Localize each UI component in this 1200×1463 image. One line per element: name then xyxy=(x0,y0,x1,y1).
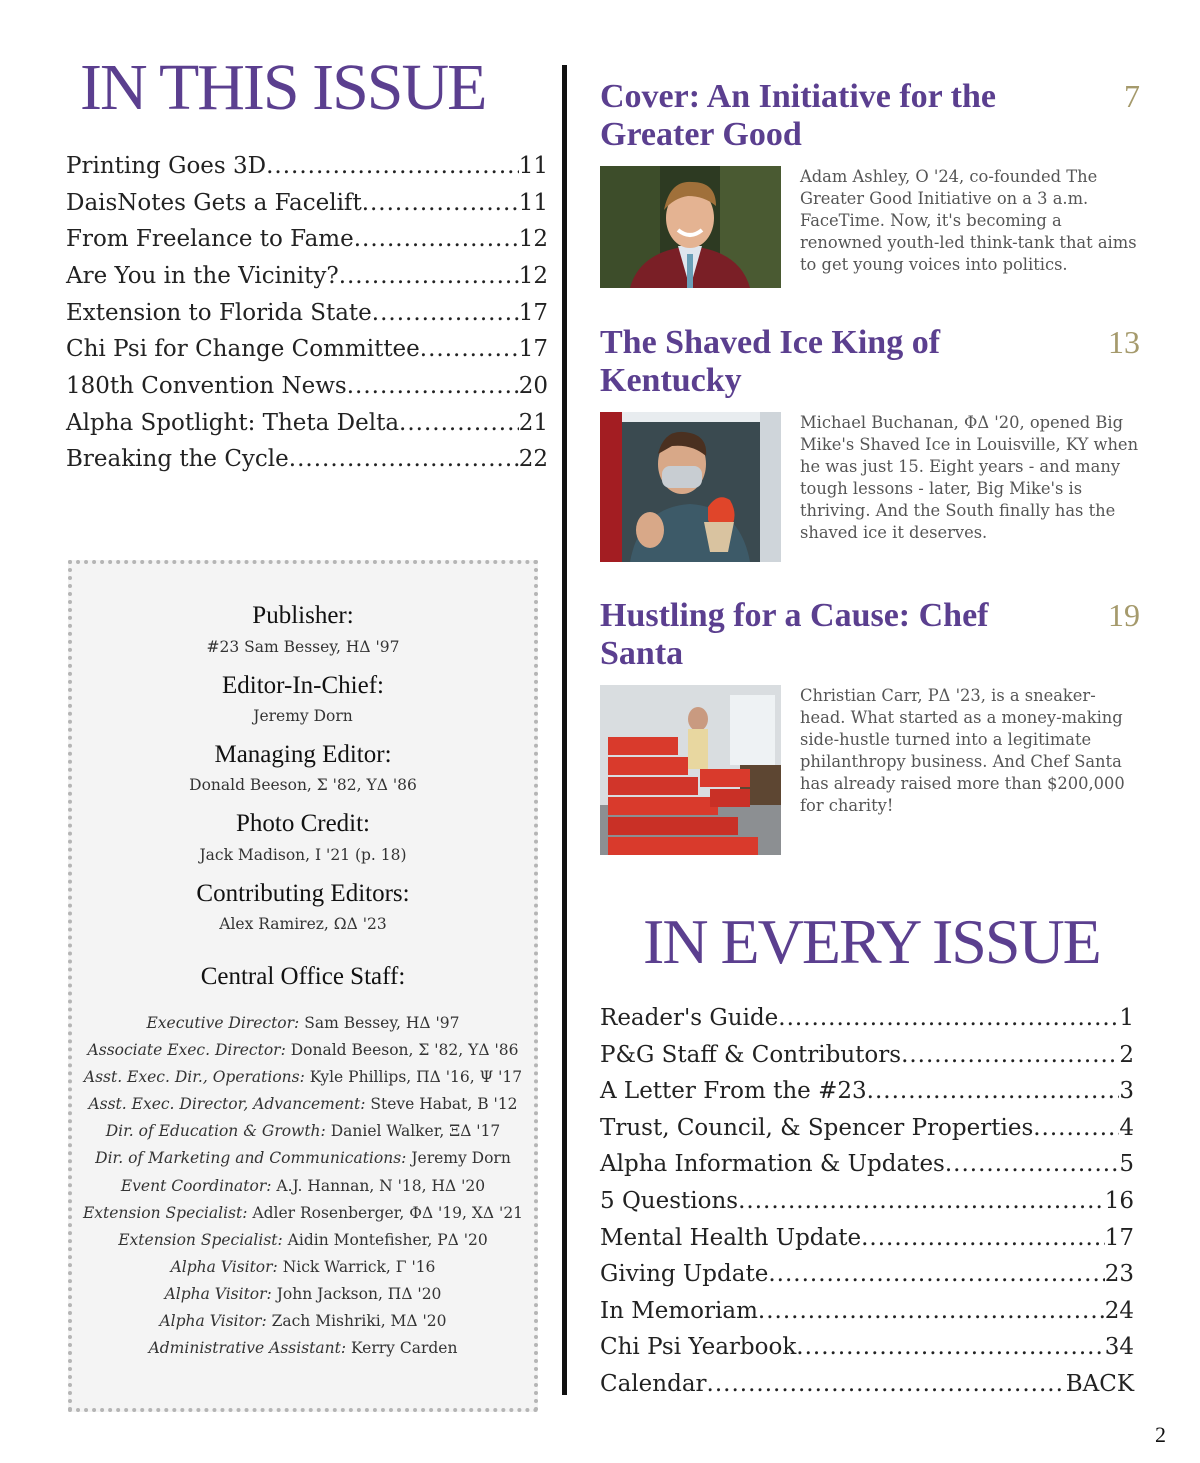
feature-photo-christian-carr xyxy=(600,685,781,855)
staff-row: Associate Exec. Director: Donald Beeson, Σ '82, YΔ '86 xyxy=(87,1041,519,1060)
managing-editor-name: Donald Beeson, Σ '82, YΔ '86 xyxy=(189,776,417,794)
feature-photo-adam-ashley xyxy=(600,166,781,288)
contributing-editors-label: Contributing Editors: xyxy=(196,880,410,907)
feature-summary: Christian Carr, PΔ '23, is a sneaker-head. What started as a money-making side-hustle turned into a legitimate philanthropy business. And Chef Santa has already raised more than $200,000 for charity! xyxy=(800,686,1125,815)
toc-item[interactable]: Breaking the Cycle ..... 22 xyxy=(66,442,548,479)
toc-item[interactable]: Calendar ..... BACK xyxy=(600,1366,1134,1403)
feature-title[interactable]: Cover: An Initiative for the Greater Good xyxy=(600,78,996,153)
staff-row: Dir. of Education & Growth: Daniel Walker, ΞΔ '17 xyxy=(105,1122,501,1141)
feature-cover[interactable] xyxy=(600,78,1190,326)
feature-chef-santa[interactable] xyxy=(600,597,1190,855)
toc-item[interactable]: Alpha Spotlight: Theta Delta ..... 21 xyxy=(66,405,548,442)
publisher-label: Publisher: xyxy=(252,602,354,629)
toc-item[interactable]: Giving Update ..... 23 xyxy=(600,1256,1134,1293)
feature-summary: Adam Ashley, O '24, co-founded The Greater Good Initiative on a 3 a.m. FaceTime. Now, it's becoming a renowned youth-led think-tank that aims to get young voices into politics. xyxy=(800,167,1137,274)
feature-photo-michael-buchanan xyxy=(600,412,781,562)
staff-row: Extension Specialist: Aidin Montefisher, PΔ '20 xyxy=(118,1230,488,1249)
staff-row: Dir. of Marketing and Communications: Jeremy Dorn xyxy=(95,1149,511,1168)
staff-row: Event Coordinator: A.J. Hannan, N '18, HΔ '20 xyxy=(120,1176,486,1195)
staff-row: Extension Specialist: Adler Rosenberger, ΦΔ '19, XΔ '21 xyxy=(82,1203,524,1222)
toc-item[interactable]: Extension to Florida State ..... 17 xyxy=(66,295,548,332)
in-this-issue-title: IN THIS ISSUE xyxy=(80,51,486,124)
feature-page-number: 19 xyxy=(1108,597,1140,633)
toc-item[interactable]: Reader's Guide ..... 1 xyxy=(600,1000,1134,1037)
editor-name: Jeremy Dorn xyxy=(253,707,353,725)
right-column xyxy=(567,0,1200,1463)
toc-item[interactable]: 180th Convention News ..... 20 xyxy=(66,368,548,405)
staff-row: Asst. Exec. Dir., Operations: Kyle Phillips, ΠΔ '16, Ψ '17 xyxy=(83,1068,523,1087)
in-every-issue-title: IN EVERY ISSUE xyxy=(643,906,1100,977)
feature-title[interactable]: Hustling for a Cause: Chef Santa xyxy=(600,597,989,672)
left-column xyxy=(0,0,560,1463)
page-number: 2 xyxy=(1155,1422,1166,1447)
toc-item[interactable]: P&G Staff & Contributors ..... 2 xyxy=(600,1037,1134,1074)
publisher-name: #23 Sam Bessey, HΔ '97 xyxy=(206,638,400,656)
staff-row: Alpha Visitor: Nick Warrick, Γ '16 xyxy=(170,1257,436,1276)
toc-item[interactable]: Mental Health Update ..... 17 xyxy=(600,1220,1134,1257)
toc-item[interactable]: Chi Psi Yearbook ..... 34 xyxy=(600,1329,1134,1366)
toc-item[interactable]: Alpha Information & Updates ..... 5 xyxy=(600,1146,1134,1183)
feature-page-number: 13 xyxy=(1108,324,1140,360)
toc-item[interactable]: Are You in the Vicinity? ..... 12 xyxy=(66,258,548,295)
toc-item[interactable]: From Freelance to Fame ..... 12 xyxy=(66,221,548,258)
toc-item[interactable]: 5 Questions ..... 16 xyxy=(600,1183,1134,1220)
masthead-box xyxy=(68,560,538,1412)
staff-row: Administrative Assistant: Kerry Carden xyxy=(148,1339,458,1358)
staff-row: Executive Director: Sam Bessey, HΔ '97 xyxy=(146,1014,460,1032)
managing-editor-label: Managing Editor: xyxy=(214,741,392,768)
staff-row: Alpha Visitor: Zach Mishriki, MΔ '20 xyxy=(159,1312,447,1331)
toc-item[interactable]: DaisNotes Gets a Facelift ..... 11 xyxy=(66,185,548,222)
photo-credit-label: Photo Credit: xyxy=(235,810,371,837)
feature-title[interactable]: The Shaved Ice King of Kentucky xyxy=(600,324,941,399)
feature-summary: Michael Buchanan, ΦΔ '20, opened Big Mike's Shaved Ice in Louisville, KY when he was just 15. Eight years - and many tough lessons - later, Big Mike's is thriving. And the South finally has the shaved ice it deserves. xyxy=(800,413,1139,542)
in-every-issue-list xyxy=(600,1000,1134,1403)
toc-item[interactable]: Chi Psi for Change Committee ..... 17 xyxy=(66,331,548,368)
feature-shaved-ice[interactable] xyxy=(600,324,1190,572)
editor-label: Editor-In-Chief: xyxy=(222,672,384,699)
toc-item[interactable]: Trust, Council, & Spencer Properties ..... 4 xyxy=(600,1110,1134,1147)
central-office-label: Central Office Staff: xyxy=(200,963,406,990)
photo-credit-name: Jack Madison, I '21 (p. 18) xyxy=(199,846,407,864)
toc-item[interactable]: In Memoriam ..... 24 xyxy=(600,1293,1134,1330)
feature-page-number: 7 xyxy=(1124,78,1140,114)
staff-row: Asst. Exec. Director, Advancement: Steve Habat, B '12 xyxy=(88,1095,518,1114)
staff-row: Alpha Visitor: John Jackson, ΠΔ '20 xyxy=(164,1284,442,1303)
toc-item[interactable]: A Letter From the #23 ..... 3 xyxy=(600,1073,1134,1110)
contributing-editors-name: Alex Ramirez, ΩΔ '23 xyxy=(219,915,387,933)
toc-item[interactable]: Printing Goes 3D ..... 11 xyxy=(66,148,548,185)
central-office-list xyxy=(72,1010,534,1362)
in-this-issue-list xyxy=(66,148,548,478)
